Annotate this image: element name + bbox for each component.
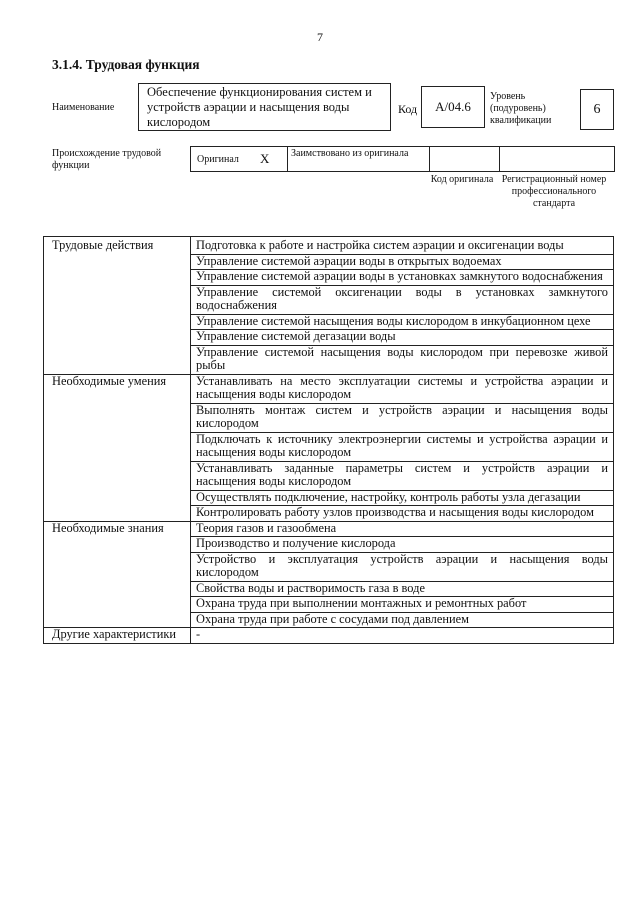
borrowed-label: Заимствовано из оригинала xyxy=(291,148,409,159)
item-cell: Подготовка к работе и настройка систем аэрации и оксигенации воды xyxy=(191,237,614,255)
item-cell: Контролировать работу узлов производства и насыщения воды кислородом xyxy=(191,506,614,522)
item-cell: - xyxy=(191,628,614,644)
item-cell: Свойства воды и растворимость газа в воде xyxy=(191,581,614,597)
page-number: 7 xyxy=(317,30,323,44)
code-box xyxy=(421,86,485,128)
category-cell: Трудовые действия xyxy=(44,237,191,375)
function-name-value: Обеспечение функционирования систем и устройств аэрации и насыщения воды кислородом xyxy=(147,85,372,129)
origin-code-cell xyxy=(430,147,500,171)
function-name-box xyxy=(138,83,391,131)
table-row xyxy=(44,374,614,403)
origin-table xyxy=(190,146,615,172)
item-cell: Управление системой аэрации воды в открытых водоемах xyxy=(191,254,614,270)
table-row xyxy=(44,237,614,255)
category-cell: Другие характеристики xyxy=(44,628,191,644)
item-cell: Охрана труда при работе с сосудами под давлением xyxy=(191,612,614,628)
name-label: Наименование xyxy=(52,102,115,113)
item-cell: Управление системой насыщения воды кислородом в инкубационном цехе xyxy=(191,314,614,330)
level-label: Уровень (подуровень) квалификации xyxy=(490,91,552,126)
item-cell: Производство и получение кислорода xyxy=(191,537,614,553)
item-cell: Устройство и эксплуатация устройств аэрации и насыщения воды кислородом xyxy=(191,552,614,581)
item-cell: Устанавливать заданные параметры систем и устройств аэрации и насыщения воды кислородом xyxy=(191,461,614,490)
item-cell: Управление системой оксигенации воды в установках замкнутого водоснабжения xyxy=(191,285,614,314)
item-cell: Управление системой насыщения воды кислородом при перевозке живой рыбы xyxy=(191,345,614,374)
origin-label: Происхождение трудовой функции xyxy=(52,148,162,171)
item-cell: Теория газов и газообмена xyxy=(191,521,614,537)
code-value: А/04.6 xyxy=(435,99,471,114)
borrowed-cell xyxy=(288,147,430,171)
item-cell: Охрана труда при выполнении монтажных и ремонтных работ xyxy=(191,597,614,613)
category-cell: Необходимые умения xyxy=(44,374,191,521)
item-cell: Подключать к источнику электроэнергии системы и устройства аэрации и насыщения воды кислородом xyxy=(191,432,614,461)
item-cell: Выполнять монтаж систем и устройств аэрации и насыщения воды кислородом xyxy=(191,403,614,432)
function-details-table xyxy=(43,236,614,644)
category-cell: Необходимые знания xyxy=(44,521,191,628)
original-mark: X xyxy=(260,151,270,166)
code-label: Код xyxy=(398,102,418,116)
origin-reg-cell xyxy=(500,147,614,171)
level-value: 6 xyxy=(593,101,601,117)
reg-caption: Регистрационный номер профессионального стандарта xyxy=(501,174,607,209)
table-row xyxy=(44,628,614,644)
item-cell: Управление системой аэрации воды в установках замкнутого водоснабжения xyxy=(191,270,614,286)
origin-original-cell xyxy=(191,147,288,171)
item-cell: Осуществлять подключение, настройку, контроль работы узла дегазации xyxy=(191,490,614,506)
level-box xyxy=(580,89,614,130)
item-cell: Устанавливать на место эксплуатации системы и устройства аэрации и насыщения воды кислородом xyxy=(191,374,614,403)
table-row xyxy=(44,521,614,537)
section-title: 3.1.4. Трудовая функция xyxy=(52,57,200,72)
item-cell: Управление системой дегазации воды xyxy=(191,330,614,346)
code-caption: Код оригинала xyxy=(430,174,494,185)
original-label: Оригинал xyxy=(197,154,239,165)
